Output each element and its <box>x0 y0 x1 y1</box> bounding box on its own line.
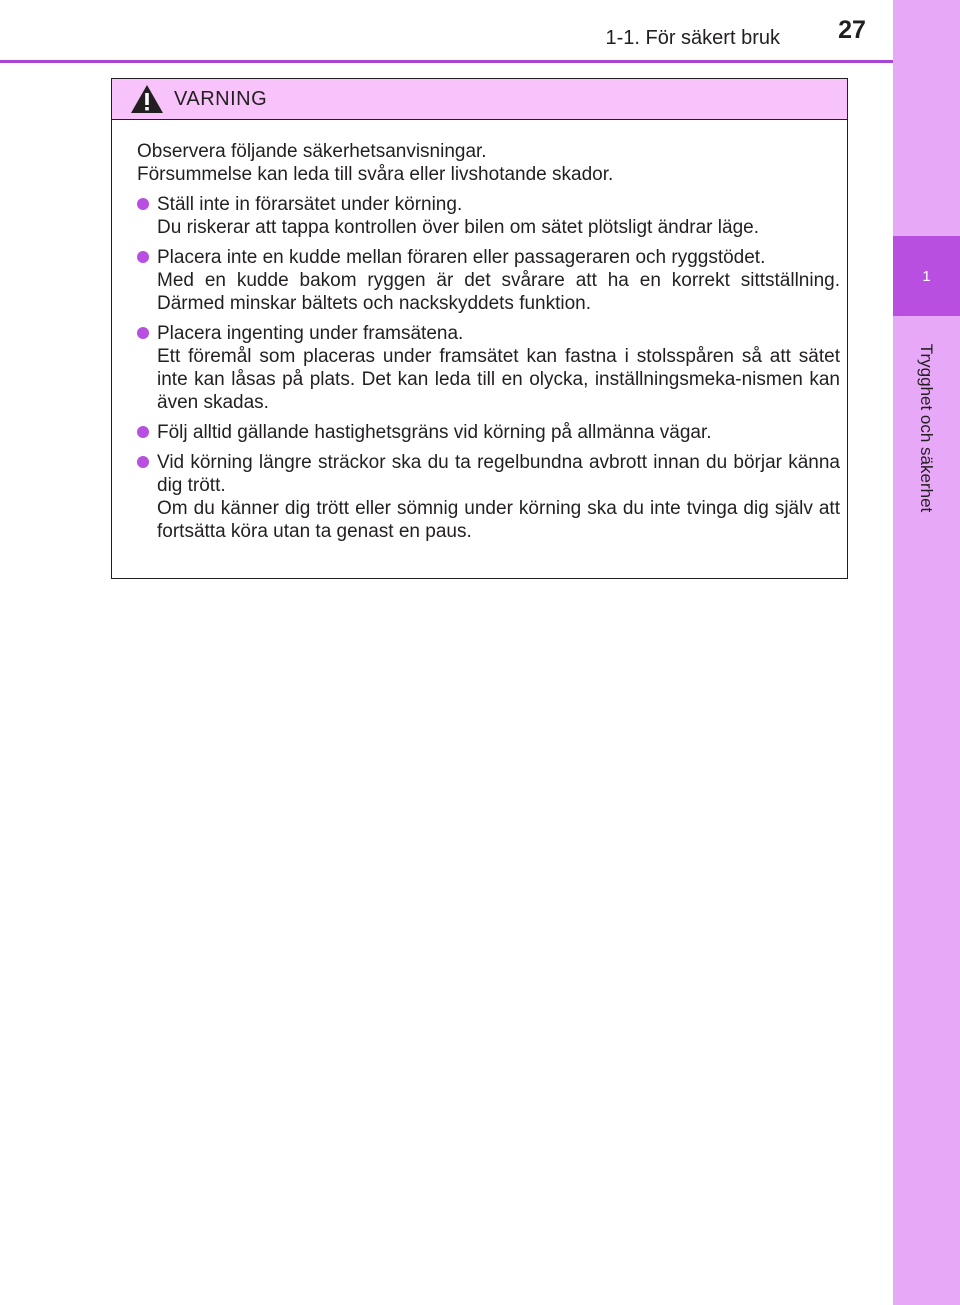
warning-body <box>112 120 847 543</box>
item-line: Vid körning längre sträckor ska du ta regelbundna avbrott innan du börjar känna dig trött. <box>157 452 840 496</box>
chapter-sidebar <box>893 0 960 1305</box>
bullet-icon <box>137 251 149 263</box>
page-number: 27 <box>838 16 866 44</box>
item-line: Med en kudde bakom ryggen är det svårare att ha en korrekt sittställning. Därmed minskar bältets och nackskyddets funktion. <box>157 270 840 314</box>
chapter-number: 1 <box>922 267 931 285</box>
warning-item <box>137 246 840 315</box>
warning-title: VARNING <box>174 87 268 110</box>
warning-box <box>111 78 848 579</box>
item-line: Placera inte en kudde mellan föraren eller passageraren och ryggstödet. <box>157 247 766 268</box>
bullet-icon <box>137 456 149 468</box>
chapter-tab <box>893 236 960 316</box>
bullet-icon <box>137 198 149 210</box>
intro-line: Försummelse kan leda till svåra eller livshotande skador. <box>137 164 614 185</box>
bullet-icon <box>137 327 149 339</box>
chapter-title: Trygghet och säkerhet <box>917 343 936 513</box>
header-divider <box>0 60 893 63</box>
warning-triangle-icon <box>130 84 164 114</box>
bullet-icon <box>137 426 149 438</box>
section-title: 1-1. För säkert bruk <box>605 27 780 49</box>
warning-item <box>137 193 840 239</box>
item-line: Placera ingenting under framsätena. <box>157 323 464 344</box>
warning-item <box>137 451 840 543</box>
item-line: Ett föremål som placeras under framsätet kan fastna i stolsspåren så att sätet inte kan låsas på plats. Det kan leda till en olycka, inställningsmeka-nismen kan även skadas. <box>157 346 840 413</box>
item-line: Du riskerar att tappa kontrollen över bilen om sätet plötsligt ändrar läge. <box>157 217 759 238</box>
warning-header <box>112 79 847 120</box>
item-line: Ställ inte in förarsätet under körning. <box>157 194 463 215</box>
warning-intro <box>137 140 840 186</box>
warning-item <box>137 421 840 444</box>
item-line: Om du känner dig trött eller sömnig under körning ska du inte tvinga dig själv att fortsätta köra utan ta genast en paus. <box>157 498 840 542</box>
intro-line: Observera följande säkerhetsanvisningar. <box>137 141 487 162</box>
warning-item <box>137 322 840 414</box>
item-line: Följ alltid gällande hastighetsgräns vid körning på allmänna vägar. <box>157 422 712 443</box>
